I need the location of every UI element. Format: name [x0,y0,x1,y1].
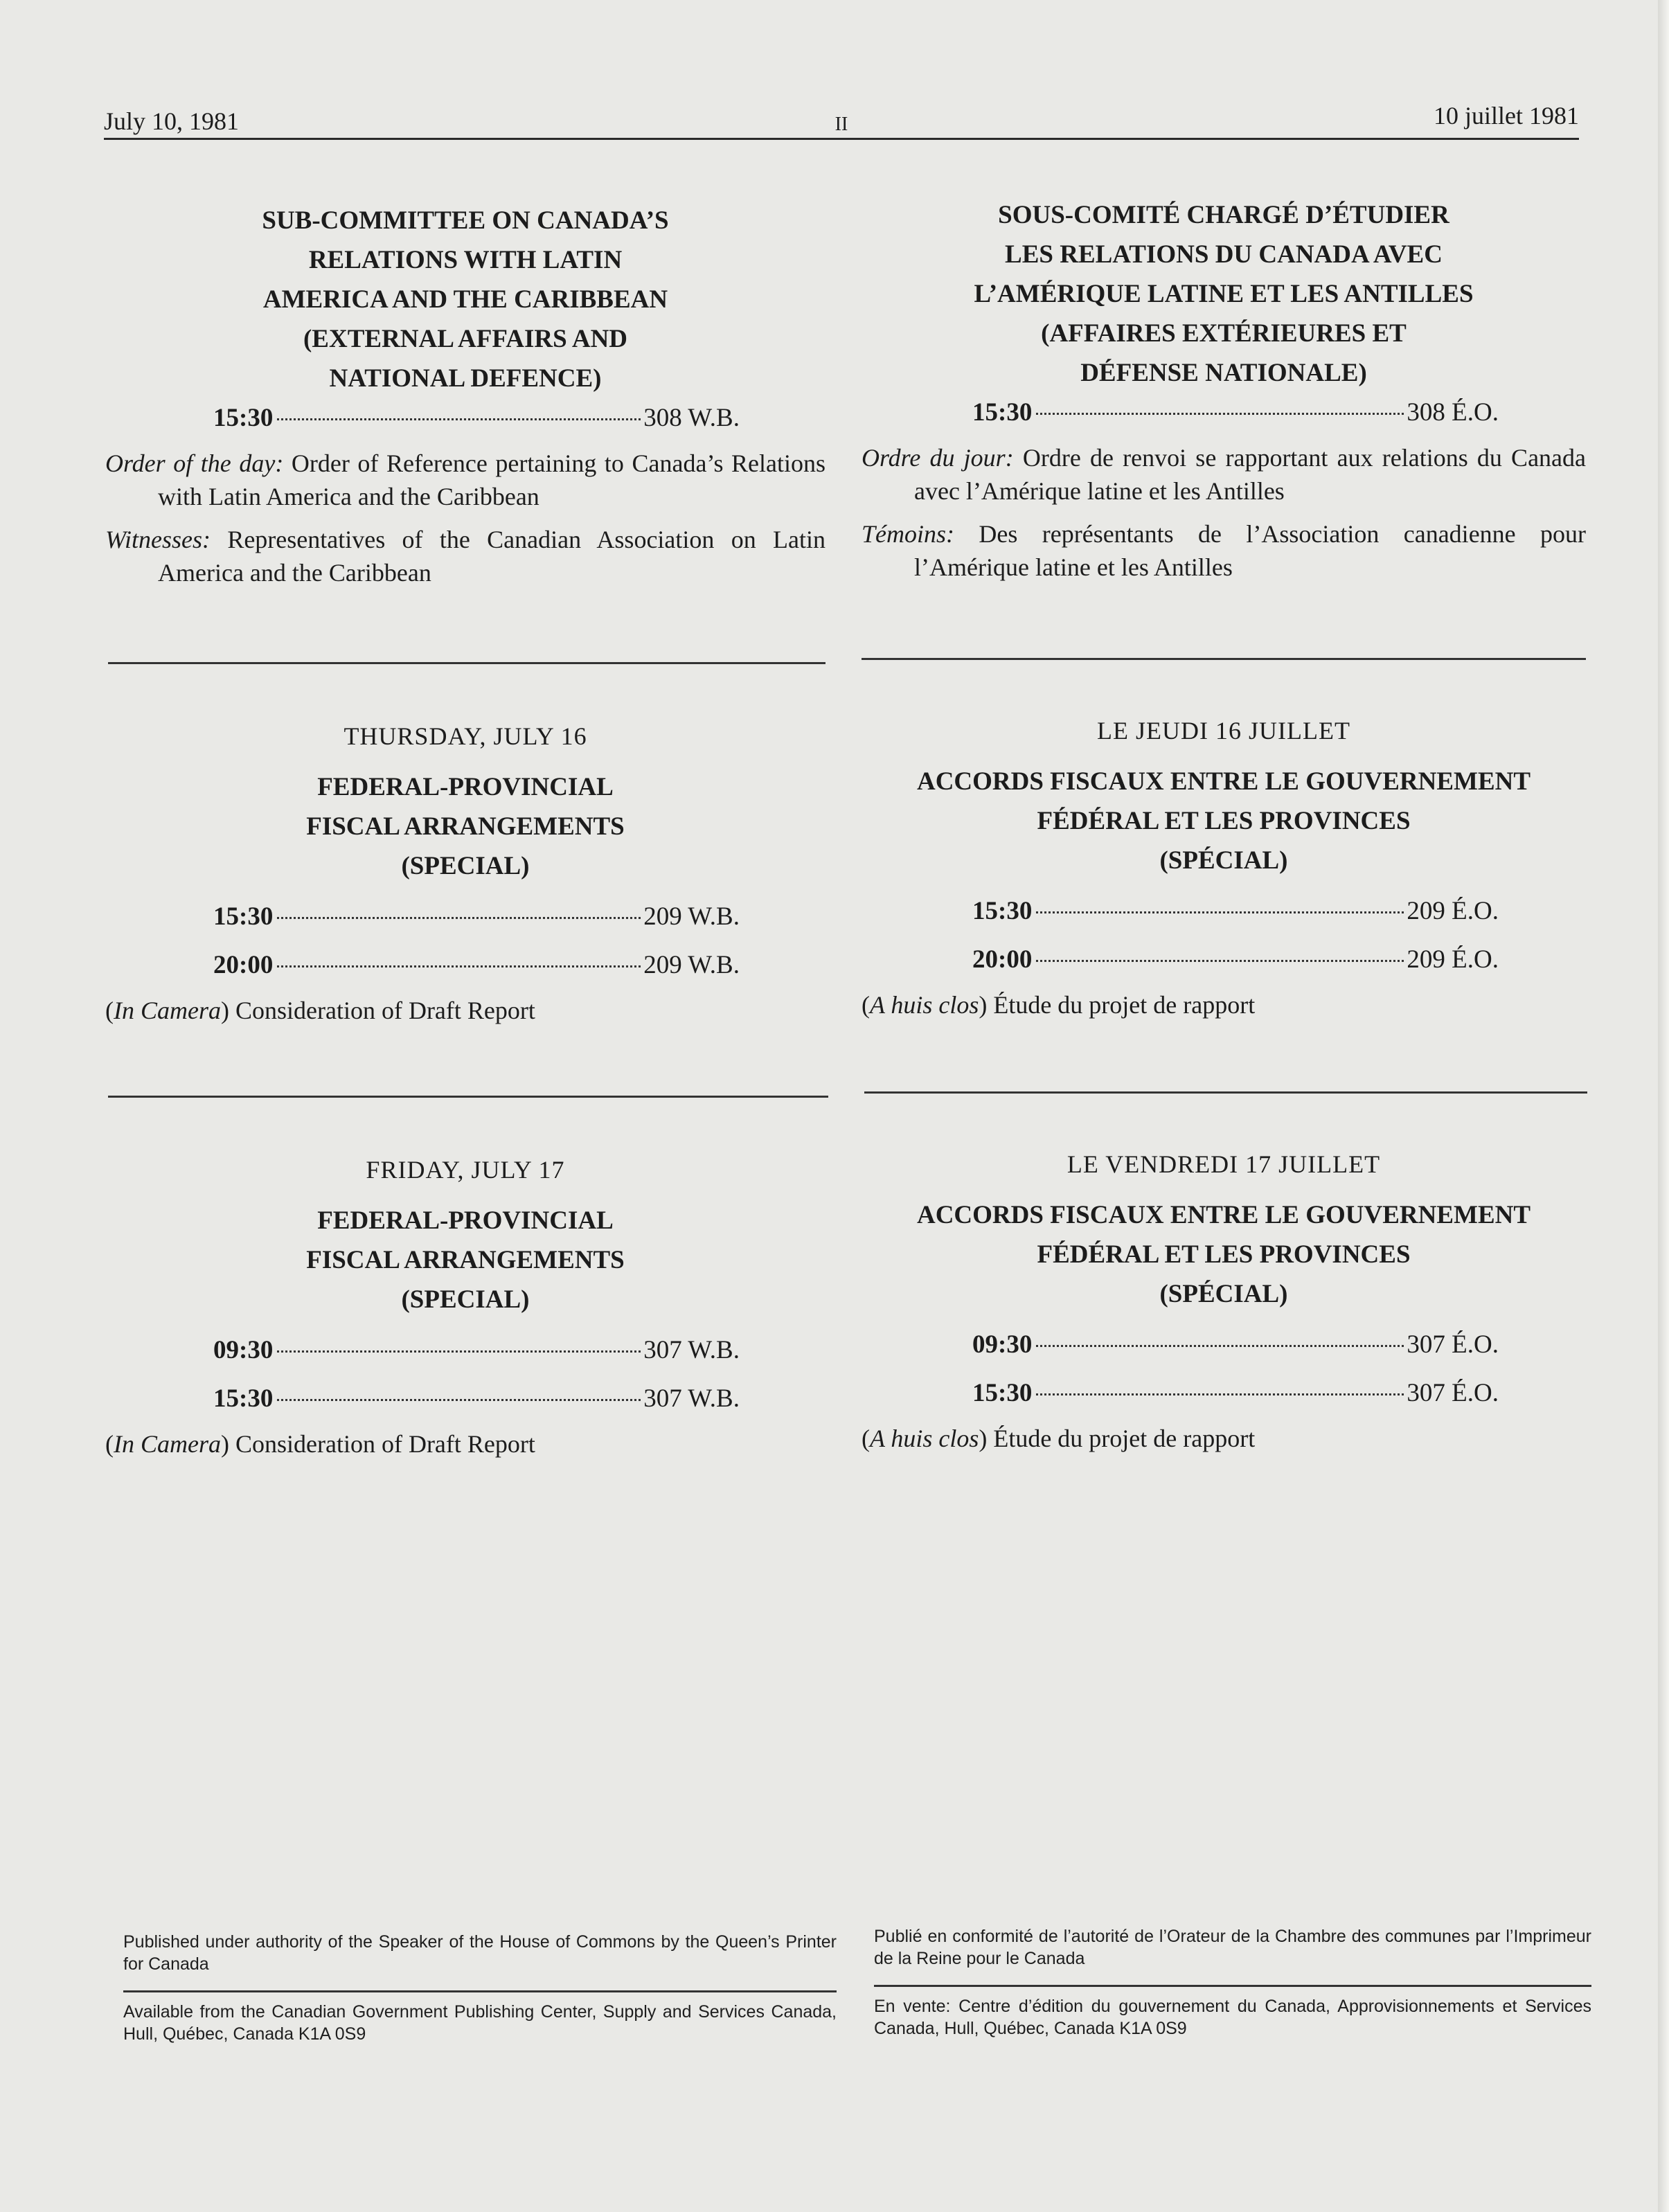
entry-room: 307 W.B. [643,1336,740,1364]
availability-notice: En vente: Centre d’édition du gouvernement du Canada, Approvisionnements et Services Canada, Hull, Québec, Canada K1A 0S9 [874,1997,1591,2038]
order-text: Ordre de renvoi se rapportant aux relations du Canada avec l’Amérique latine et les Antilles [914,444,1587,505]
schedule-entry [972,394,1499,431]
page-number: II [834,114,848,135]
order-of-day [105,447,825,513]
order-label: Order of the day: [105,449,284,477]
title-line: (SPÉCIAL) [1159,846,1288,875]
footer-rule [123,1990,837,1992]
dot-leader [277,1350,641,1353]
section-friday-fr [862,1148,1586,1455]
header-rule [104,138,1579,140]
witnesses [105,523,825,589]
witness-label: Witnesses: [105,526,211,553]
title-line: DÉFENSE NATIONALE) [1080,359,1367,387]
day-heading: LE VENDREDI 17 JUILLET [1066,1150,1381,1178]
day-heading: LE JEUDI 16 JUILLET [1097,717,1350,744]
title-line: SOUS-COMITÉ CHARGÉ D’ÉTUDIER [998,201,1449,229]
order-label: Ordre du jour: [862,444,1014,472]
dot-leader [277,1399,641,1401]
witness-label: Témoins: [862,520,954,548]
entry-room: 209 W.B. [643,902,740,931]
entry-room: 308 É.O. [1407,398,1499,427]
title-line: FEDERAL-PROVINCIAL [317,1206,614,1235]
entry-room: 209 É.O. [1407,897,1499,925]
note-text: ) Étude du projet de rapport [979,991,1256,1019]
title-line: (EXTERNAL AFFAIRS AND [303,325,628,353]
section-title [862,1195,1586,1314]
day-heading: FRIDAY, JULY 17 [366,1156,565,1184]
order-of-day [862,441,1586,508]
section-title [862,762,1586,880]
footer-en [123,1931,837,2045]
title-line: FEDERAL-PROVINCIAL [317,773,614,801]
title-line: AMERICA AND THE CARIBBEAN [262,285,668,314]
section-subcommittee-en [105,201,825,589]
schedule-entry [972,1326,1499,1364]
entry-time: 15:30 [972,1379,1033,1407]
dot-leader [1036,413,1404,415]
witness-text: Representatives of the Canadian Association on Latin America and the Caribbean [158,526,826,587]
title-line: ACCORDS FISCAUX ENTRE LE GOUVERNEMENT [916,767,1531,796]
note-paren: ( [105,997,114,1024]
footer-fr [874,1925,1591,2040]
schedule-entry [213,947,740,984]
entry-time: 15:30 [213,902,274,931]
meeting-note [105,1427,825,1461]
schedule-entry [213,400,740,437]
header-date-fr: 10 juillet 1981 [1434,102,1579,130]
witnesses [862,517,1586,584]
publication-notice: Published under authority of the Speaker of the House of Commons by the Queen’s Printer for Canada [123,1932,837,1974]
title-line: (SPECIAL) [401,1285,530,1314]
note-label: A huis clos [870,1425,979,1452]
availability-notice: Available from the Canadian Government Publishing Center, Supply and Services Canada, Hull, Québec, Canada K1A 0S9 [123,2002,837,2044]
section-title [105,1201,825,1319]
note-label: In Camera [114,1430,221,1458]
page-edge [1658,0,1669,2212]
publication-notice: Publié en conformité de l’autorité de l’Orateur de la Chambre des communes par l’Imprimeur de la Reine pour le Canada [874,1927,1591,1968]
section-friday-en [105,1154,825,1461]
schedule-entry [972,893,1499,930]
entry-room: 209 W.B. [643,951,740,979]
entry-room: 308 W.B. [643,404,740,432]
dot-leader [1036,911,1404,913]
dot-leader [277,418,641,420]
meeting-note [862,988,1586,1022]
dot-leader [277,965,641,967]
schedule-entry [213,1332,740,1369]
page-header [104,104,1579,140]
title-line: NATIONAL DEFENCE) [329,364,602,393]
note-paren: ( [862,1425,870,1452]
meeting-note [862,1422,1586,1455]
day-heading: THURSDAY, JULY 16 [343,722,587,750]
title-line: FISCAL ARRANGEMENTS [306,812,625,841]
note-text: ) Étude du projet de rapport [979,1425,1256,1452]
section-thursday-fr [862,715,1586,1022]
title-line: LES RELATIONS DU CANADA AVEC [1005,240,1443,269]
section-thursday-en [105,720,825,1027]
section-divider [108,1096,828,1098]
entry-time: 09:30 [972,1330,1033,1359]
dot-leader [1036,1345,1404,1347]
schedule-entry [213,898,740,936]
section-divider [864,1091,1587,1094]
entry-time: 15:30 [213,404,274,432]
schedule-entry [213,1380,740,1418]
entry-time: 15:30 [972,897,1033,925]
section-divider [108,662,825,664]
title-line: (AFFAIRES EXTÉRIEURES ET [1041,319,1407,348]
title-line: RELATIONS WITH LATIN [308,246,623,274]
note-paren: ( [862,991,870,1019]
entry-room: 209 É.O. [1407,945,1499,974]
section-title [105,201,825,398]
header-date-en: July 10, 1981 [104,107,240,135]
dot-leader [1036,1393,1404,1395]
entry-room: 307 É.O. [1407,1379,1499,1407]
note-text: ) Consideration of Draft Report [221,1430,535,1458]
dot-leader [1036,960,1404,962]
schedule-entry [972,941,1499,979]
note-label: In Camera [114,997,221,1024]
entry-room: 307 É.O. [1407,1330,1499,1359]
order-text: Order of Reference pertaining to Canada’s Relations with Latin America and the Caribbean [158,449,826,510]
title-line: SUB-COMMITTEE ON CANADA’S [262,206,669,235]
title-line: ACCORDS FISCAUX ENTRE LE GOUVERNEMENT [916,1201,1531,1229]
dot-leader [277,917,641,919]
title-line: FÉDÉRAL ET LES PROVINCES [1037,1240,1411,1269]
witness-text: Des représentants de l’Association canadienne pour l’Amérique latine et les Antilles [914,520,1587,581]
meeting-note [105,994,825,1027]
section-subcommittee-fr [862,195,1586,584]
entry-time: 15:30 [213,1384,274,1413]
entry-room: 307 W.B. [643,1384,740,1413]
schedule-entry [972,1375,1499,1412]
title-line: L’AMÉRIQUE LATINE ET LES ANTILLES [974,280,1474,308]
entry-time: 20:00 [213,951,274,979]
note-label: A huis clos [870,991,979,1019]
entry-time: 20:00 [972,945,1033,974]
title-line: (SPÉCIAL) [1159,1280,1288,1308]
note-paren: ( [105,1430,114,1458]
title-line: FÉDÉRAL ET LES PROVINCES [1037,807,1411,835]
footer-rule [874,1985,1591,1987]
section-title [105,767,825,886]
entry-time: 09:30 [213,1336,274,1364]
section-title [862,195,1586,393]
title-line: (SPECIAL) [401,852,530,880]
title-line: FISCAL ARRANGEMENTS [306,1246,625,1274]
section-divider [862,658,1586,660]
entry-time: 15:30 [972,398,1033,427]
note-text: ) Consideration of Draft Report [221,997,535,1024]
